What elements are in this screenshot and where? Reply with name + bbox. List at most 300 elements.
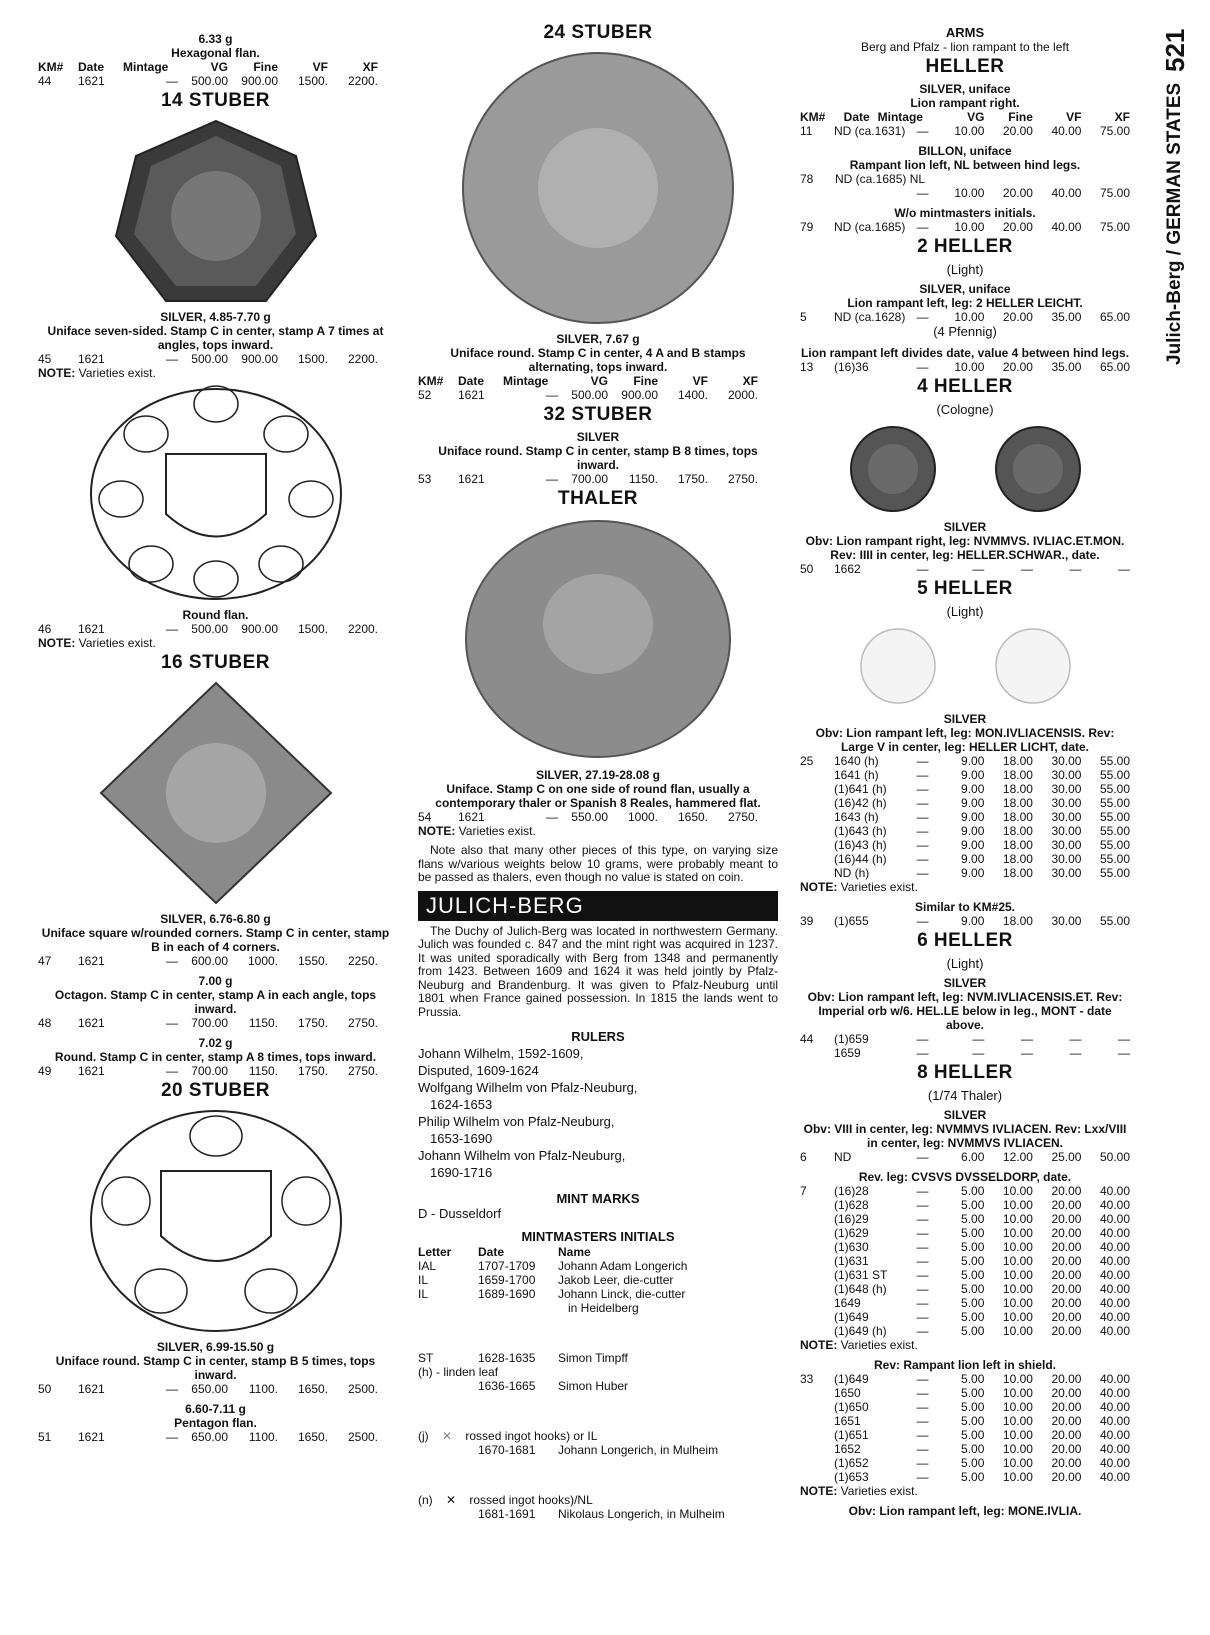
- table-cell: [800, 1282, 834, 1296]
- ruler-line: 1624-1653: [430, 1097, 493, 1112]
- table-cell: 55.00: [1099, 768, 1130, 782]
- table-cell: (1)652: [833, 1456, 869, 1470]
- price-row-39: 39 (1)655 — 9.00 18.00 30.00 55.00: [800, 914, 1130, 928]
- table-cell: —: [916, 1198, 929, 1212]
- table-cell: 18.00: [1002, 782, 1033, 796]
- section-title-4-heller: 4 HELLER: [917, 376, 1013, 397]
- mintmaster-mark-n: (n) ✕ rossed ingot hooks)/NL: [418, 1493, 593, 1507]
- table-cell: —: [916, 1400, 929, 1414]
- table-cell: (1)631: [833, 1254, 869, 1268]
- table-cell: 5.00: [961, 1400, 985, 1414]
- table-cell: 5.00: [961, 1310, 985, 1324]
- coin-image-45: [106, 116, 326, 306]
- price-header-2: KM# Date Mintage VG Fine VF XF: [418, 374, 758, 388]
- table-cell: 55.00: [1099, 810, 1130, 824]
- table-cell: 20.00: [1051, 1400, 1082, 1414]
- table-cell: [800, 1310, 834, 1324]
- table-cell: —: [916, 1442, 929, 1456]
- table-cell: [800, 1414, 834, 1428]
- table-cell: —: [916, 1226, 929, 1240]
- table-row: [800, 838, 1130, 852]
- price-row-11: 11 ND (ca.1631) — 10.00 20.00 40.00 75.00: [800, 124, 1130, 138]
- table-cell: 10.00: [1002, 1184, 1033, 1198]
- table-cell: [800, 1386, 834, 1400]
- table-cell: 5.00: [961, 1268, 985, 1282]
- coin-image-50-pair: [820, 424, 1110, 514]
- mintmaster-row-cont: in Heidelberg: [568, 1301, 639, 1315]
- table-cell: (1)649 (h): [833, 1324, 887, 1338]
- table-cell: 5.00: [961, 1254, 985, 1268]
- table-cell: —: [916, 1324, 929, 1338]
- table-cell: 9.00: [961, 782, 985, 796]
- section-title-2-heller: 2 HELLER: [917, 236, 1013, 257]
- ruler-line: Wolfgang Wilhelm von Pfalz-Neuburg,: [418, 1080, 638, 1095]
- table-cell: 55.00: [1099, 796, 1130, 810]
- price-row-13: 13 (16)36 — 10.00 20.00 35.00 65.00: [800, 360, 1130, 374]
- coin-reverse-image: [993, 424, 1083, 514]
- table-cell: 10.00: [1002, 1226, 1033, 1240]
- table-row: [800, 1240, 1130, 1254]
- arms-desc: Berg and Pfalz - lion rampant to the left: [860, 40, 1070, 54]
- table-cell: 10.00: [1002, 1470, 1033, 1484]
- table-cell: 10.00: [1002, 1198, 1033, 1212]
- table-row: [800, 1456, 1130, 1470]
- price-row-44-heller: 44 (1)659 — — — — —: [800, 1032, 1130, 1046]
- table-row: [800, 810, 1130, 824]
- table-cell: 1649: [833, 1296, 861, 1310]
- table-cell: 40.00: [1099, 1456, 1130, 1470]
- table-cell: (16)29: [833, 1212, 869, 1226]
- table-cell: 40.00: [1099, 1184, 1130, 1198]
- table-cell: 40.00: [1099, 1226, 1130, 1240]
- price-rows-33: [800, 1372, 1130, 1484]
- table-cell: 10.00: [1002, 1414, 1033, 1428]
- item-54-desc: Uniface. Stamp C on one side of round flan, usually a contemporary thaler or Spanish 8 Reales, hammered flat.: [435, 782, 761, 810]
- table-cell: (1)630: [833, 1240, 869, 1254]
- table-cell: —: [916, 1372, 929, 1386]
- table-cell: (1)641 (h): [833, 782, 887, 796]
- table-cell: 1651: [833, 1414, 861, 1428]
- section-title-5-heller: 5 HELLER: [917, 578, 1013, 599]
- table-row: [800, 1324, 1130, 1338]
- table-cell: —: [916, 1310, 929, 1324]
- table-row: [800, 1268, 1130, 1282]
- item-25-desc: Obv: Lion rampant left, leg: MON.IVLIACENSIS. Rev: Large V in center, leg: HELLER LICHT, date.: [815, 726, 1115, 754]
- mintmaster-row: 1670-1681 Johann Longerich, in Mulheim: [478, 1443, 719, 1457]
- price-row-45: 45 1621 — 500.00 900.00 1500. 2200.: [38, 352, 378, 366]
- table-cell: [800, 1442, 834, 1456]
- table-row: [800, 852, 1130, 866]
- table-cell: 5.00: [961, 1240, 985, 1254]
- table-cell: 5.00: [961, 1442, 985, 1456]
- table-cell: 5.00: [961, 1386, 985, 1400]
- page-number: 521: [1160, 28, 1190, 72]
- item-52-metal: SILVER, 7.67 g: [556, 332, 640, 346]
- table-cell: 30.00: [1051, 852, 1082, 866]
- table-row: [800, 1386, 1130, 1400]
- table-cell: 5.00: [961, 1372, 985, 1386]
- table-cell: 5.00: [961, 1226, 985, 1240]
- table-row: [800, 1400, 1130, 1414]
- table-cell: 55.00: [1099, 824, 1130, 838]
- table-row: [800, 1414, 1130, 1428]
- mintmasters-header: Letter Date Name: [418, 1245, 591, 1259]
- table-cell: 9.00: [961, 824, 985, 838]
- table-cell: 1641 (h): [833, 768, 879, 782]
- table-cell: 40.00: [1099, 1296, 1130, 1310]
- table-cell: (1)650: [833, 1400, 869, 1414]
- section-subtitle-8-heller: (1/74 Thaler): [927, 1088, 1003, 1103]
- table-cell: 9.00: [961, 838, 985, 852]
- item-53-desc: Uniface round. Stamp C in center, stamp B 8 times, tops inward.: [438, 444, 758, 472]
- table-cell: [800, 866, 834, 880]
- item-33-desc: Rev: Rampant lion left in shield.: [873, 1358, 1057, 1372]
- table-cell: 10.00: [1002, 1456, 1033, 1470]
- section-title-16-stuber: 16 STUBER: [160, 652, 271, 673]
- item-5-metal: SILVER, uniface: [919, 282, 1011, 296]
- table-row: [800, 768, 1130, 782]
- table-cell: (16)43 (h): [833, 838, 887, 852]
- table-cell: 10.00: [1002, 1386, 1033, 1400]
- coin-image-46: [86, 384, 346, 604]
- table-cell: —: [916, 852, 929, 866]
- table-cell: (1)643 (h): [833, 824, 887, 838]
- table-cell: 5.00: [961, 1282, 985, 1296]
- table-cell: —: [916, 1282, 929, 1296]
- table-cell: [800, 796, 834, 810]
- table-cell: 25: [800, 754, 814, 768]
- table-cell: 40.00: [1099, 1268, 1130, 1282]
- item-44-flan: Hexagonal flan.: [171, 46, 260, 60]
- table-cell: 20.00: [1051, 1470, 1082, 1484]
- table-row: [800, 1310, 1130, 1324]
- table-cell: —: [916, 838, 929, 852]
- table-cell: 1652: [833, 1442, 861, 1456]
- table-cell: 20.00: [1051, 1226, 1082, 1240]
- table-cell: (16)42 (h): [833, 796, 887, 810]
- table-cell: 18.00: [1002, 796, 1033, 810]
- table-cell: 5.00: [961, 1198, 985, 1212]
- section-subtitle-2-heller: (Light): [946, 262, 984, 277]
- table-cell: 10.00: [1002, 1400, 1033, 1414]
- table-cell: 10.00: [1002, 1372, 1033, 1386]
- table-cell: —: [916, 1386, 929, 1400]
- table-cell: 55.00: [1099, 866, 1130, 880]
- ruler-line: 1690-1716: [430, 1165, 493, 1180]
- table-cell: 40.00: [1099, 1198, 1130, 1212]
- table-cell: —: [916, 1296, 929, 1310]
- item-78-metal: BILLON, uniface: [918, 144, 1012, 158]
- mintmaster-row: IL 1659-1700 Jakob Leer, die-cutter: [418, 1273, 674, 1287]
- column-3: [800, 20, 1130, 1518]
- price-row-54: 54 1621 — 550.00 1000. 1650. 2750.: [418, 810, 758, 824]
- table-cell: (16)44 (h): [833, 852, 887, 866]
- table-cell: 10.00: [1002, 1212, 1033, 1226]
- price-row-6: 6 ND — 6.00 12.00 25.00 50.00: [800, 1150, 1130, 1164]
- item-44-metal: SILVER: [943, 976, 987, 990]
- table-cell: 18.00: [1002, 810, 1033, 824]
- table-cell: 30.00: [1051, 754, 1082, 768]
- table-cell: 1650: [833, 1386, 861, 1400]
- table-cell: 30.00: [1051, 838, 1082, 852]
- item-47-metal: SILVER, 6.76-6.80 g: [160, 912, 271, 926]
- section-title-6-heller: 6 HELLER: [917, 930, 1013, 951]
- price-row-50-heller: 50 1662 — — — — —: [800, 562, 1130, 576]
- table-cell: 20.00: [1051, 1310, 1082, 1324]
- table-cell: 18.00: [1002, 852, 1033, 866]
- table-cell: 10.00: [1002, 1282, 1033, 1296]
- table-cell: —: [916, 1240, 929, 1254]
- table-cell: 40.00: [1099, 1400, 1130, 1414]
- note-45: NOTE: Varieties exist.: [38, 366, 156, 380]
- table-cell: (1)648 (h): [833, 1282, 887, 1296]
- mintmaster-row: ST 1628-1635 Simon Timpff: [418, 1351, 628, 1365]
- table-cell: 40.00: [1099, 1386, 1130, 1400]
- table-cell: 18.00: [1002, 754, 1033, 768]
- table-cell: [800, 768, 834, 782]
- table-cell: 5.00: [961, 1414, 985, 1428]
- table-cell: [800, 1198, 834, 1212]
- table-cell: 9.00: [961, 810, 985, 824]
- table-row: [800, 782, 1130, 796]
- table-cell: [800, 1456, 834, 1470]
- table-cell: 5.00: [961, 1324, 985, 1338]
- mintmasters-title: MINTMASTERS INITIALS: [521, 1229, 675, 1244]
- table-cell: 10.00: [1002, 1428, 1033, 1442]
- coin-image-50: [86, 1106, 346, 1336]
- table-cell: 9.00: [961, 754, 985, 768]
- crossed-hooks-icon: ✕: [441, 1429, 453, 1443]
- coin-reverse-image: [993, 626, 1073, 706]
- table-cell: 5.00: [961, 1212, 985, 1226]
- section-title-8-heller: 8 HELLER: [917, 1062, 1013, 1083]
- item-48-weight: 7.00 g: [198, 974, 233, 988]
- table-cell: 9.00: [961, 768, 985, 782]
- item-50-desc: Obv: Lion rampant right, leg: NVMMVS. IVLIAC.ET.MON. Rev: IIII in center, leg: HELLER.SCHWAR., date.: [805, 534, 1125, 562]
- column-2: [418, 20, 778, 1521]
- table-row: [800, 1282, 1130, 1296]
- price-header-3: KM# Date Mintage VG Fine VF XF: [800, 110, 1130, 124]
- table-cell: 20.00: [1051, 1414, 1082, 1428]
- table-cell: (1)651: [833, 1428, 869, 1442]
- item-49-desc: Round. Stamp C in center, stamp A 8 times, tops inward.: [54, 1050, 377, 1064]
- table-cell: [800, 1254, 834, 1268]
- table-cell: 55.00: [1099, 838, 1130, 852]
- table-cell: —: [916, 782, 929, 796]
- table-cell: 20.00: [1051, 1442, 1082, 1456]
- note-54: NOTE: Varieties exist.: [418, 824, 536, 838]
- price-row-47: 47 1621 — 600.00 1000. 1550. 2250.: [38, 954, 378, 968]
- table-cell: 20.00: [1051, 1428, 1082, 1442]
- note-7: NOTE: Varieties exist.: [800, 1338, 918, 1352]
- coin-image-25-pair: [830, 626, 1100, 706]
- table-cell: [800, 1240, 834, 1254]
- table-cell: 10.00: [1002, 1324, 1033, 1338]
- ruler-line: Johann Wilhelm, 1592-1609,: [418, 1046, 584, 1061]
- table-cell: 40.00: [1099, 1254, 1130, 1268]
- table-cell: 5.00: [961, 1296, 985, 1310]
- ruler-line: Disputed, 1609-1624: [418, 1063, 539, 1078]
- thaler-note-paragraph: Note also that many other pieces of this type, on varying size flans w/various weights below 10 grams, were probably meant to be passed as thalers, even though no value is stated on coin.: [418, 843, 778, 884]
- item-50-metal: SILVER: [943, 520, 987, 534]
- table-cell: (16)28: [833, 1184, 869, 1198]
- table-cell: [800, 1470, 834, 1484]
- mint-marks-title: MINT MARKS: [556, 1191, 640, 1206]
- history-paragraph: The Duchy of Julich-Berg was located in northwestern Germany. Julich was founded c. 847 and the mint right was acquired in 1237. It was united sporadically with Berg from 1348 and permanently from 1423. Between 1609 and 1624 it was held jointly by Pfalz-Neuburg and Brandenburg. It was given to Pfalz-Neuburg until 1801 when France gained possession. In 1815 the lands went to Prussia.: [418, 923, 778, 1019]
- mintmaster-linden-leaf: (h) - linden leaf: [418, 1365, 499, 1379]
- price-row-44: 44 1621 — 500.00 900.00 1500. 2200.: [38, 74, 378, 88]
- section-title-heller: HELLER: [925, 56, 1005, 77]
- price-row-46: 46 1621 — 500.00 900.00 1500. 2200.: [38, 622, 378, 636]
- price-rows-7: [800, 1184, 1130, 1338]
- rulers-title: RULERS: [571, 1029, 625, 1044]
- table-cell: 10.00: [1002, 1442, 1033, 1456]
- table-cell: 18.00: [1002, 866, 1033, 880]
- table-row: [800, 824, 1130, 838]
- table-cell: [800, 1268, 834, 1282]
- table-cell: 10.00: [1002, 1296, 1033, 1310]
- table-cell: 30.00: [1051, 810, 1082, 824]
- mint-mark-dusseldorf: D - Dusseldorf: [418, 1206, 502, 1221]
- column-1: [38, 20, 393, 1444]
- section-title-thaler: THALER: [557, 488, 639, 509]
- table-cell: [800, 810, 834, 824]
- table-cell: 40.00: [1099, 1414, 1130, 1428]
- table-cell: 20.00: [1051, 1254, 1082, 1268]
- section-title-32-stuber: 32 STUBER: [543, 404, 653, 425]
- section-title-24-stuber: 24 STUBER: [543, 22, 653, 43]
- arms-title: ARMS: [945, 25, 985, 40]
- item-79-desc: W/o mintmasters initials.: [894, 206, 1036, 220]
- table-cell: (1)653: [833, 1470, 869, 1484]
- table-cell: —: [916, 1470, 929, 1484]
- table-cell: 20.00: [1051, 1324, 1082, 1338]
- table-cell: —: [916, 810, 929, 824]
- crossed-hooks-icon: ✕: [445, 1493, 457, 1507]
- table-cell: 7: [800, 1184, 807, 1198]
- table-cell: (1)649: [833, 1310, 869, 1324]
- table-cell: 20.00: [1051, 1212, 1082, 1226]
- table-cell: 40.00: [1099, 1470, 1130, 1484]
- table-cell: 30.00: [1051, 768, 1082, 782]
- item-11-desc: Lion rampant right.: [910, 96, 1020, 110]
- table-cell: 20.00: [1051, 1456, 1082, 1470]
- table-cell: 18.00: [1002, 768, 1033, 782]
- running-head: [1156, 20, 1196, 365]
- item-6-desc: Obv: VIII in center, leg: NVMMVS IVLIACEN. Rev: Lxx/VIII in center, leg: NVMMVS IVLIACEN.: [803, 1122, 1127, 1150]
- item-51-desc: Pentagon flan.: [174, 1416, 257, 1430]
- item-50-desc: Uniface round. Stamp C in center, stamp B 5 times, tops inward.: [55, 1354, 376, 1382]
- table-cell: ND (h): [833, 866, 870, 880]
- table-cell: 20.00: [1051, 1296, 1082, 1310]
- note-25: NOTE: Varieties exist.: [800, 880, 918, 894]
- table-cell: [800, 852, 834, 866]
- table-row: [800, 1254, 1130, 1268]
- price-row-49: 49 1621 — 700.00 1150. 1750. 2750.: [38, 1064, 378, 1078]
- price-header: KM# Date Mintage VG Fine VF XF: [38, 60, 378, 74]
- price-row-52: 52 1621 — 500.00 900.00 1400. 2000.: [418, 388, 758, 402]
- table-row: [800, 1198, 1130, 1212]
- table-cell: 33: [800, 1372, 814, 1386]
- coin-obverse-image: [858, 626, 938, 706]
- price-row-79: 79 ND (ca.1685) — 10.00 20.00 40.00 75.00: [800, 220, 1130, 234]
- mintmaster-row: IL 1689-1690 Johann Linck, die-cutter: [418, 1287, 686, 1301]
- table-cell: 55.00: [1099, 782, 1130, 796]
- table-cell: 40.00: [1099, 1240, 1130, 1254]
- item-45-metal: SILVER, 4.85-7.70 g: [160, 310, 271, 324]
- section-title-14-stuber: 14 STUBER: [160, 90, 271, 111]
- item-48-desc: Octagon. Stamp C in center, stamp A in each angle, tops inward.: [54, 988, 377, 1016]
- table-cell: 40.00: [1099, 1428, 1130, 1442]
- table-cell: [800, 1226, 834, 1240]
- table-cell: 5.00: [961, 1184, 985, 1198]
- note-33: NOTE: Varieties exist.: [800, 1484, 918, 1498]
- item-last-desc: Obv: Lion rampant left, leg: MONE.IVLIA.: [848, 1504, 1082, 1518]
- item-50-metal: SILVER, 6.99-15.50 g: [156, 1340, 275, 1354]
- table-row: [800, 1470, 1130, 1484]
- item-46-desc: Round flan.: [182, 608, 249, 622]
- table-cell: 20.00: [1051, 1268, 1082, 1282]
- table-cell: 20.00: [1051, 1198, 1082, 1212]
- table-cell: 30.00: [1051, 866, 1082, 880]
- table-cell: —: [916, 1456, 929, 1470]
- table-cell: —: [916, 1254, 929, 1268]
- table-cell: —: [916, 796, 929, 810]
- table-cell: 5.00: [961, 1470, 985, 1484]
- item-11-metal: SILVER, uniface: [919, 82, 1011, 96]
- table-cell: 1640 (h): [833, 754, 879, 768]
- price-row-78-date: 78 ND (ca.1685) NL: [800, 172, 926, 186]
- mintmaster-row: IAL 1707-1709 Johann Adam Longerich: [418, 1259, 688, 1273]
- coin-image-52: [458, 48, 738, 328]
- table-cell: —: [916, 1414, 929, 1428]
- section-subtitle-4-heller: (Cologne): [936, 402, 994, 417]
- table-cell: (1)649: [833, 1372, 869, 1386]
- item-45-desc: Uniface seven-sided. Stamp C in center, stamp A 7 times at angles, tops inward.: [47, 324, 384, 352]
- table-cell: 20.00: [1051, 1240, 1082, 1254]
- table-row: [800, 1296, 1130, 1310]
- table-cell: [800, 1296, 834, 1310]
- table-cell: 55.00: [1099, 754, 1130, 768]
- table-cell: —: [916, 1428, 929, 1442]
- table-cell: [800, 824, 834, 838]
- table-cell: 1643 (h): [833, 810, 879, 824]
- ruler-line: 1653-1690: [430, 1131, 493, 1146]
- item-49-weight: 7.02 g: [198, 1036, 233, 1050]
- table-row: [800, 1212, 1130, 1226]
- item-6-metal: SILVER: [943, 1108, 987, 1122]
- table-cell: [800, 782, 834, 796]
- item-51-weight: 6.60-7.11 g: [185, 1402, 246, 1416]
- price-row-53: 53 1621 — 700.00 1150. 1750. 2750.: [418, 472, 758, 486]
- table-cell: 30.00: [1051, 824, 1082, 838]
- section-subtitle-5-heller: (Light): [946, 604, 984, 619]
- price-row-50: 50 1621 — 650.00 1100. 1650. 2500.: [38, 1382, 378, 1396]
- item-5-desc: Lion rampant left, leg: 2 HELLER LEICHT.: [847, 296, 1083, 310]
- table-cell: 10.00: [1002, 1254, 1033, 1268]
- table-cell: 40.00: [1099, 1324, 1130, 1338]
- table-cell: 20.00: [1051, 1184, 1082, 1198]
- price-row-5: 5 ND (ca.1628) — 10.00 20.00 35.00 65.00: [800, 310, 1130, 324]
- item-39-desc: Similar to KM#25.: [914, 900, 1016, 914]
- table-cell: 5.00: [961, 1456, 985, 1470]
- table-row: [800, 1372, 1130, 1386]
- table-cell: —: [916, 866, 929, 880]
- item-53-metal: SILVER: [576, 430, 620, 444]
- table-cell: [800, 838, 834, 852]
- section-subtitle-6-heller: (Light): [946, 956, 984, 971]
- ruler-line: Philip Wilhelm von Pfalz-Neuburg,: [418, 1114, 615, 1129]
